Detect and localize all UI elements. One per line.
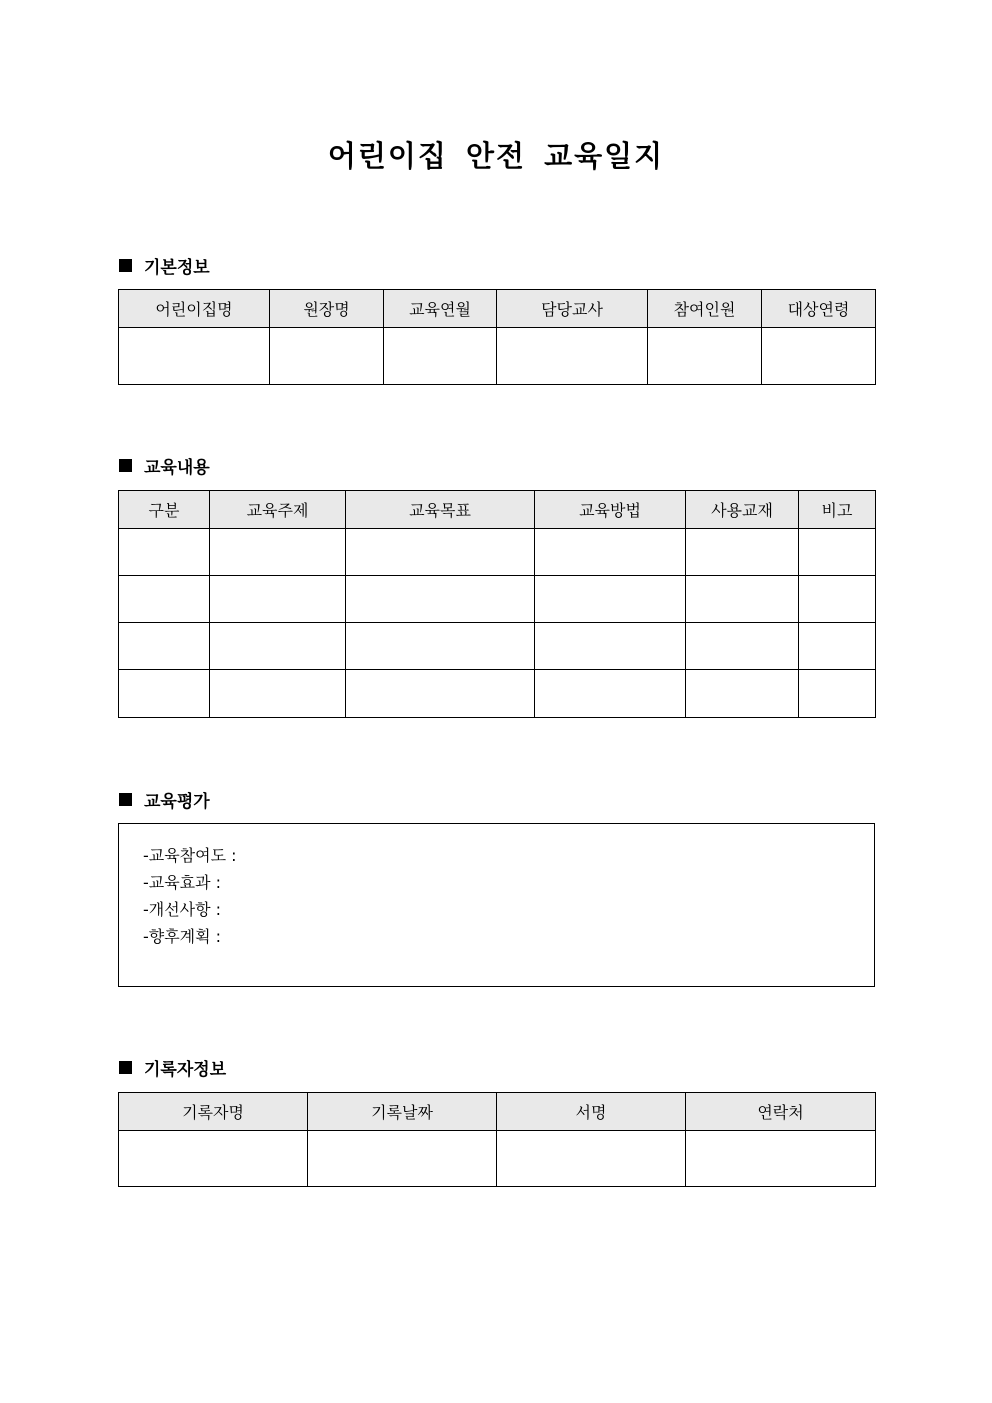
basic-info-table bbox=[118, 289, 876, 385]
record-date-cell[interactable] bbox=[308, 1131, 497, 1187]
table-row bbox=[119, 576, 876, 623]
table-cell[interactable] bbox=[119, 529, 210, 576]
table-header-row bbox=[119, 1093, 876, 1131]
participants-cell[interactable] bbox=[648, 328, 762, 385]
page-title: 어린이집 안전 교육일지 bbox=[327, 139, 665, 173]
table-cell[interactable] bbox=[346, 529, 535, 576]
table-row bbox=[119, 670, 876, 718]
column-header: 구분 bbox=[119, 491, 210, 529]
column-header: 대상연령 bbox=[762, 290, 876, 328]
section-heading-label: 교육내용 bbox=[144, 457, 210, 478]
evaluation-item-improvements: -개선사항 : bbox=[143, 900, 222, 919]
table-cell[interactable] bbox=[686, 529, 799, 576]
square-bullet-icon bbox=[119, 793, 132, 806]
evaluation-list bbox=[143, 842, 237, 950]
evaluation-item-effect: -교육효과 : bbox=[143, 873, 222, 892]
column-header: 교육방법 bbox=[535, 491, 686, 529]
column-header: 비고 bbox=[799, 491, 876, 529]
table-header-row bbox=[119, 491, 876, 529]
column-header: 교육연월 bbox=[384, 290, 497, 328]
column-header: 참여인원 bbox=[648, 290, 762, 328]
square-bullet-icon bbox=[119, 259, 132, 272]
evaluation-item-future-plan: -향후계획 : bbox=[143, 927, 222, 946]
column-header: 기록자명 bbox=[119, 1093, 308, 1131]
target-age-cell[interactable] bbox=[762, 328, 876, 385]
section-heading-label: 교육평가 bbox=[144, 791, 210, 812]
section-heading-basic-info bbox=[119, 253, 210, 277]
table-cell[interactable] bbox=[210, 623, 346, 670]
column-header: 연락처 bbox=[686, 1093, 876, 1131]
table-cell[interactable] bbox=[799, 529, 876, 576]
column-header: 교육주제 bbox=[210, 491, 346, 529]
table-cell[interactable] bbox=[119, 623, 210, 670]
table-cell[interactable] bbox=[799, 670, 876, 718]
section-heading-recorder bbox=[119, 1055, 226, 1079]
table-cell[interactable] bbox=[210, 576, 346, 623]
column-header: 서명 bbox=[497, 1093, 686, 1131]
table-cell[interactable] bbox=[346, 623, 535, 670]
square-bullet-icon bbox=[119, 1061, 132, 1074]
table-cell[interactable] bbox=[686, 576, 799, 623]
table-row bbox=[119, 529, 876, 576]
evaluation-item-participation: -교육참여도 : bbox=[143, 846, 237, 865]
table-header-row bbox=[119, 290, 876, 328]
section-heading-content bbox=[119, 453, 210, 477]
daycare-name-cell[interactable] bbox=[119, 328, 270, 385]
table-cell[interactable] bbox=[210, 529, 346, 576]
director-name-cell[interactable] bbox=[270, 328, 384, 385]
table-row bbox=[119, 623, 876, 670]
table-row bbox=[119, 328, 876, 385]
table-cell[interactable] bbox=[686, 623, 799, 670]
table-cell[interactable] bbox=[535, 670, 686, 718]
column-header: 교육목표 bbox=[346, 491, 535, 529]
table-cell[interactable] bbox=[535, 529, 686, 576]
table-cell[interactable] bbox=[346, 576, 535, 623]
table-cell[interactable] bbox=[799, 623, 876, 670]
education-month-cell[interactable] bbox=[384, 328, 497, 385]
section-heading-label: 기본정보 bbox=[144, 257, 210, 278]
table-cell[interactable] bbox=[210, 670, 346, 718]
contact-cell[interactable] bbox=[686, 1131, 876, 1187]
education-content-table bbox=[118, 490, 876, 718]
table-cell[interactable] bbox=[535, 576, 686, 623]
column-header: 어린이집명 bbox=[119, 290, 270, 328]
table-cell[interactable] bbox=[799, 576, 876, 623]
recorder-info-table bbox=[118, 1092, 876, 1187]
table-cell[interactable] bbox=[119, 576, 210, 623]
table-cell[interactable] bbox=[686, 670, 799, 718]
section-heading-evaluation bbox=[119, 787, 210, 811]
teacher-cell[interactable] bbox=[497, 328, 648, 385]
column-header: 원장명 bbox=[270, 290, 384, 328]
signature-cell[interactable] bbox=[497, 1131, 686, 1187]
table-cell[interactable] bbox=[119, 670, 210, 718]
recorder-name-cell[interactable] bbox=[119, 1131, 308, 1187]
section-heading-label: 기록자정보 bbox=[144, 1059, 227, 1080]
table-row bbox=[119, 1131, 876, 1187]
evaluation-box[interactable] bbox=[118, 823, 875, 987]
column-header: 담당교사 bbox=[497, 290, 648, 328]
table-cell[interactable] bbox=[346, 670, 535, 718]
square-bullet-icon bbox=[119, 459, 132, 472]
table-cell[interactable] bbox=[535, 623, 686, 670]
column-header: 사용교재 bbox=[686, 491, 799, 529]
column-header: 기록날짜 bbox=[308, 1093, 497, 1131]
